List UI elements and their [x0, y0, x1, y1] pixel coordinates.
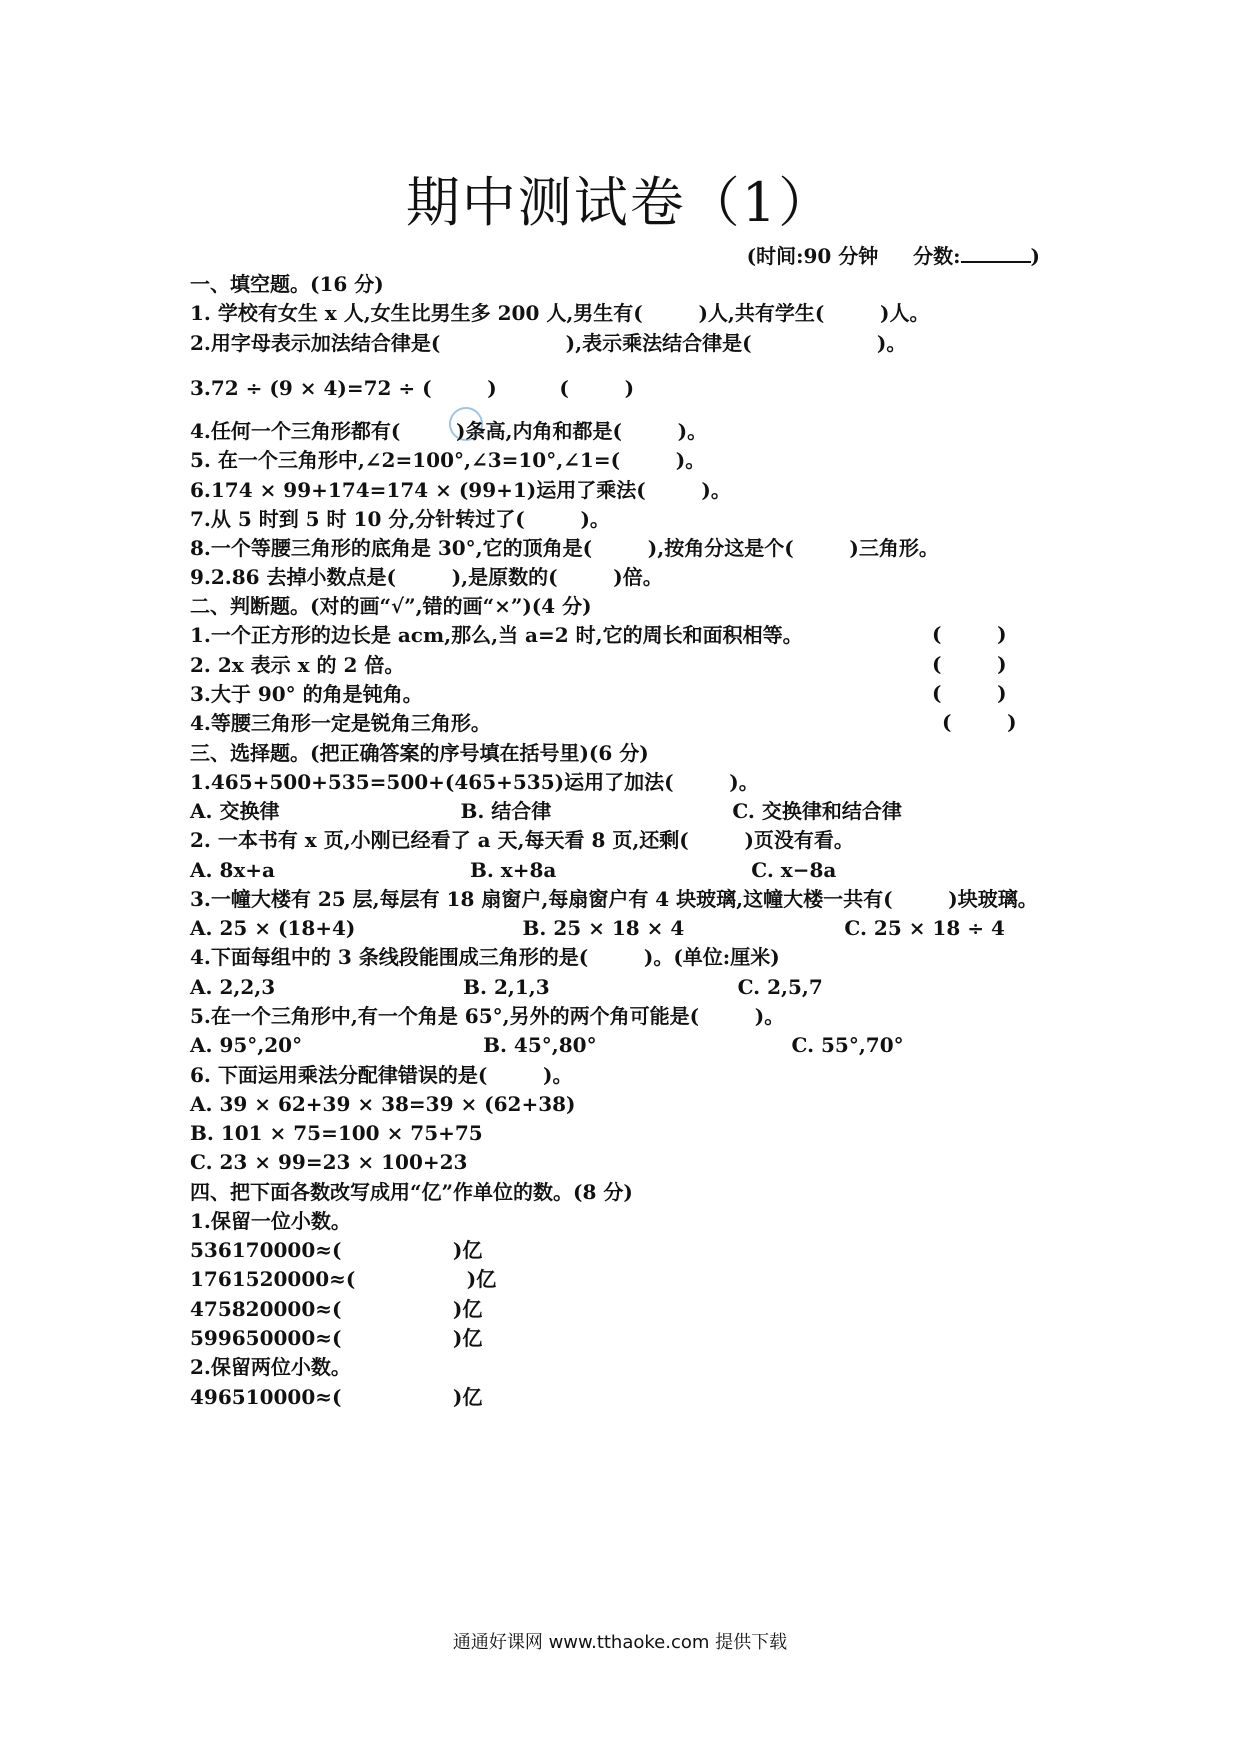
question-line: 3.大于 90° 的角是钝角。 [190, 682, 423, 706]
option-line: B. 101 × 75=100 × 75+75 [190, 1121, 483, 1145]
judge-answer-paren[interactable]: ( ) [932, 681, 1007, 705]
option-line: A. 95°,20° B. 45°,80° C. 55°,70° [190, 1033, 904, 1057]
exam-meta [747, 240, 1040, 269]
section-heading: 四、把下面各数改写成用“亿”作单位的数。(8 分) [190, 1180, 633, 1204]
question-line: 4.等腰三角形一定是锐角三角形。 [190, 711, 491, 735]
option-line: C. 23 × 99=23 × 100+23 [190, 1150, 468, 1174]
question-line: 1.465+500+535=500+(465+535)运用了加法( )。 [190, 770, 759, 794]
option-line: A. 39 × 62+39 × 38=39 × (62+38) [190, 1092, 576, 1116]
judge-answer-paren[interactable]: ( ) [932, 652, 1007, 676]
question-line: 6. 下面运用乘法分配律错误的是( )。 [190, 1063, 573, 1087]
question-line: 536170000≈( )亿 [190, 1238, 483, 1262]
question-line: 8.一个等腰三角形的底角是 30°,它的顶角是( ),按角分这是个( )三角形。 [190, 536, 939, 560]
question-line: 7.从 5 时到 5 时 10 分,分针转过了( )。 [190, 507, 610, 531]
question-line: 1761520000≈( )亿 [190, 1267, 497, 1291]
option-line: A. 2,2,3 B. 2,1,3 C. 2,5,7 [190, 975, 823, 999]
section-heading: 一、填空题。(16 分) [190, 272, 384, 296]
page-title: 期中测试卷（1） [405, 171, 835, 234]
section-heading: 二、判断题。(对的画“√”,错的画“×”)(4 分) [190, 594, 592, 618]
question-line: 1.保留一位小数。 [190, 1209, 351, 1233]
question-line: 1. 学校有女生 x 人,女生比男生多 200 人,男生有( )人,共有学生( )人。 [190, 301, 930, 325]
question-line: 496510000≈( )亿 [190, 1385, 483, 1409]
option-line: A. 交换律 B. 结合律 C. 交换律和结合律 [190, 799, 902, 823]
option-line: A. 8x+a B. x+8a C. x−8a [190, 858, 837, 882]
question-line: 2.保留两位小数。 [190, 1355, 351, 1379]
question-line: 5.在一个三角形中,有一个角是 65°,另外的两个角可能是( )。 [190, 1004, 785, 1028]
question-line: 2. 2x 表示 x 的 2 倍。 [190, 653, 405, 677]
question-line: 5. 在一个三角形中,∠2=100°,∠3=10°,∠1=( )。 [190, 448, 706, 472]
question-line: 2.用字母表示加法结合律是( ),表示乘法结合律是( )。 [190, 331, 907, 355]
question-line: 2. 一本书有 x 页,小刚已经看了 a 天,每天看 8 页,还剩( )页没有看。 [190, 828, 854, 852]
option-line: A. 25 × (18+4) B. 25 × 18 × 4 C. 25 × 18 ÷ 4 [190, 916, 1005, 940]
time-label: (时间:90 分钟 [746, 244, 879, 268]
question-line: 4.任何一个三角形都有( )条高,内角和都是( )。 [190, 419, 708, 443]
question-line: 4.下面每组中的 3 条线段能围成三角形的是( )。(单位:厘米) [190, 945, 780, 969]
section-heading: 三、选择题。(把正确答案的序号填在括号里)(6 分) [190, 741, 649, 765]
score-label: 分数: [913, 244, 961, 268]
question-line: 3.72 ÷ (9 × 4)=72 ÷ ( ) ( ) [190, 376, 635, 400]
question-line: 1.一个正方形的边长是 acm,那么,当 a=2 时,它的周长和面积相等。 [190, 623, 803, 647]
question-line: 6.174 × 99+174=174 × (99+1)运用了乘法( )。 [190, 478, 731, 502]
meta-close: ) [1030, 244, 1040, 268]
question-line: 599650000≈( )亿 [190, 1326, 483, 1350]
score-blank[interactable] [961, 243, 1031, 263]
question-line: 475820000≈( )亿 [190, 1297, 483, 1321]
footer-credit: 通通好课网 www.tthaoke.com 提供下载 [452, 1632, 788, 1653]
judge-answer-paren[interactable]: ( ) [932, 622, 1007, 646]
judge-answer-paren[interactable]: ( ) [942, 710, 1017, 734]
question-line: 9.2.86 去掉小数点是( ),是原数的( )倍。 [190, 565, 663, 589]
question-line: 3.一幢大楼有 25 层,每层有 18 扇窗户,每扇窗户有 4 块玻璃,这幢大楼一共有( )块玻璃。 [190, 887, 1038, 911]
